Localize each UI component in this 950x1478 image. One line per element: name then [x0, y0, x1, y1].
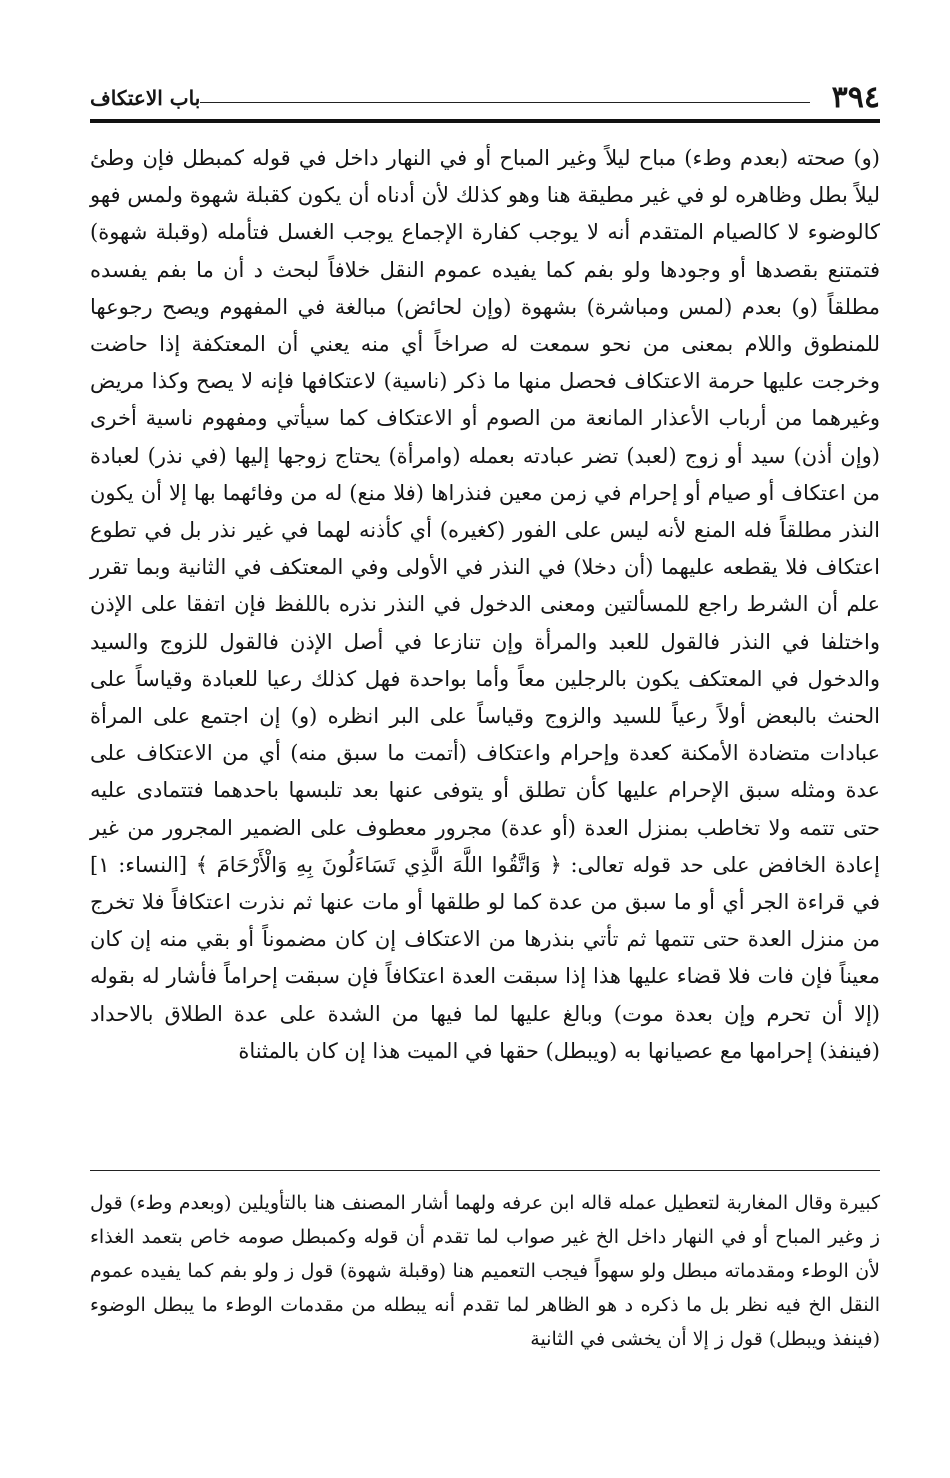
footnotes	[90, 1186, 880, 1356]
chapter-title: باب الاعتكاف	[90, 86, 201, 110]
page-header	[90, 80, 880, 116]
main-paragraph: (و) صحته (بعدم وطء) مباح ليلاً وغير المباح أو في النهار داخل في قوله كمبطل فإن وطئ ليلاً بطل وظاهره لو في غير مطيقة هنا وهو كذلك لأن أدناه أن يكون كقبلة شهوة ولمس فهو كالوضوء لا كالصيام المتقدم أنه لا يوجب كفارة الإجماع يوجب الغسل فتأمله (وقبلة شهوة) فتمتنع بقصدها أو وجودها ولو بفم كما يفيده عموم النقل خلافاً لبحث د أن ما بفم يفسده مطلقاً (و) بعدم (لمس ومباشرة) بشهوة (وإن لحائض) مبالغة في المفهوم ويصح رجوعها للمنطوق واللام بمعنى من نحو سمعت له صراخاً أي منه يعني أن المعتكفة إذا حاضت وخرجت عليها حرمة الاعتكاف فحصل منها ما ذكر (ناسية) لاعتكافها فإنه لا يصح وكذا مريض وغيرهما من أرباب الأعذار المانعة من الصوم أو الاعتكاف كما سيأتي ومفهوم ناسية أخرى (وإن أذن) سيد أو زوج (لعبد) تضر عبادته بعمله (وامرأة) يحتاج زوجها إليها (في نذر) لعبادة من اعتكاف أو صيام أو إحرام في زمن معين فنذراها (فلا منع) له من وفائهما بها إلا أن يكون النذر مطلقاً فله المنع لأنه ليس على الفور (كغيره) أي كأذنه لهما في غير نذر بل في تطوع اعتكاف فلا يقطعه عليهما (أن دخلا) في النذر في الأولى وفي المعتكف في الثانية وبما تقرر علم أن الشرط راجع للمسألتين ومعنى الدخول في النذر نذره باللفظ فإن اتفقا على الإذن واختلفا في النذر فالقول للعبد والمرأة وإن تنازعا في أصل الإذن فالقول للزوج والسيد والدخول في المعتكف يكون بالرجلين معاً وأما بواحدة فهل كذلك رعيا للعبادة وقياساً على الحنث بالبعض أولاً رعياً للسيد والزوج وقياساً على البر انظره (و) إن اجتمع على المرأة عبادات متضادة الأمكنة كعدة وإحرام واعتكاف (أتمت ما سبق منه) أي من الاعتكاف على عدة ومثله سبق الإحرام عليها كأن تطلق أو يتوفى عنها بعد تلبسها باحدهما فتتمادى عليه حتى تتمه ولا تخاطب بمنزل العدة (أو عدة) مجرور معطوف على الضمير المجرور من غير إعادة الخافض على حد قوله تعالى: ﴿ وَاتَّقُوا اللَّهَ الَّذِي تَسَاءَلُونَ بِهِ وَالْأَرْحَامَ ﴾ [النساء: ١] في قراءة الجر أي أو ما سبق من عدة كما لو طلقها أو مات عنها ثم نذرت اعتكافاً فلا تخرج من منزل العدة حتى تتمها ثم تأتي بنذرها من الاعتكاف إن كان مضموناً أو بقي منه إن كان معيناً فإن فات فلا قضاء عليها هذا إذا سبقت العدة اعتكافاً فإن سبقت إحراماً فأشار له بقوله (إلا أن تحرم وإن بعدة موت) وبالغ عليها لما فيها من الشدة على عدة الطلاق بالاحداد (فينفذ) إحرامها مع عصيانها به (ويبطل) حقها في الميت هذا إن كان بالمثناة	[90, 146, 880, 1063]
footnote-paragraph: كبيرة وقال المغاربة لتعطيل عمله قاله ابن عرفه ولهما أشار المصنف هنا بالتأويلين (وبعدم وطء) قول ز وغير المباح أو في النهار داخل الخ غير صواب لما تقدم أن قوله وكمبطل صومه خاص بتعمد الغذاء لأن الوطء ومقدماته مبطل ولو سهواً فيجب التعميم هنا (وقبلة شهوة) قول ز ولو بفم كما يفيده عموم النقل الخ فيه نظر بل ما ذكره د هو الظاهر لما تقدم أنه يبطله من مقدمات الوطء ما يبطل الوضوء (فينفذ ويبطل) قول ز إلا أن يخشى في الثانية	[90, 1192, 880, 1350]
footnote-separator	[90, 1170, 880, 1171]
header-line	[200, 102, 810, 103]
header-rule	[90, 119, 880, 123]
page-number: ٣٩٤	[831, 80, 880, 115]
main-text	[90, 140, 880, 1070]
